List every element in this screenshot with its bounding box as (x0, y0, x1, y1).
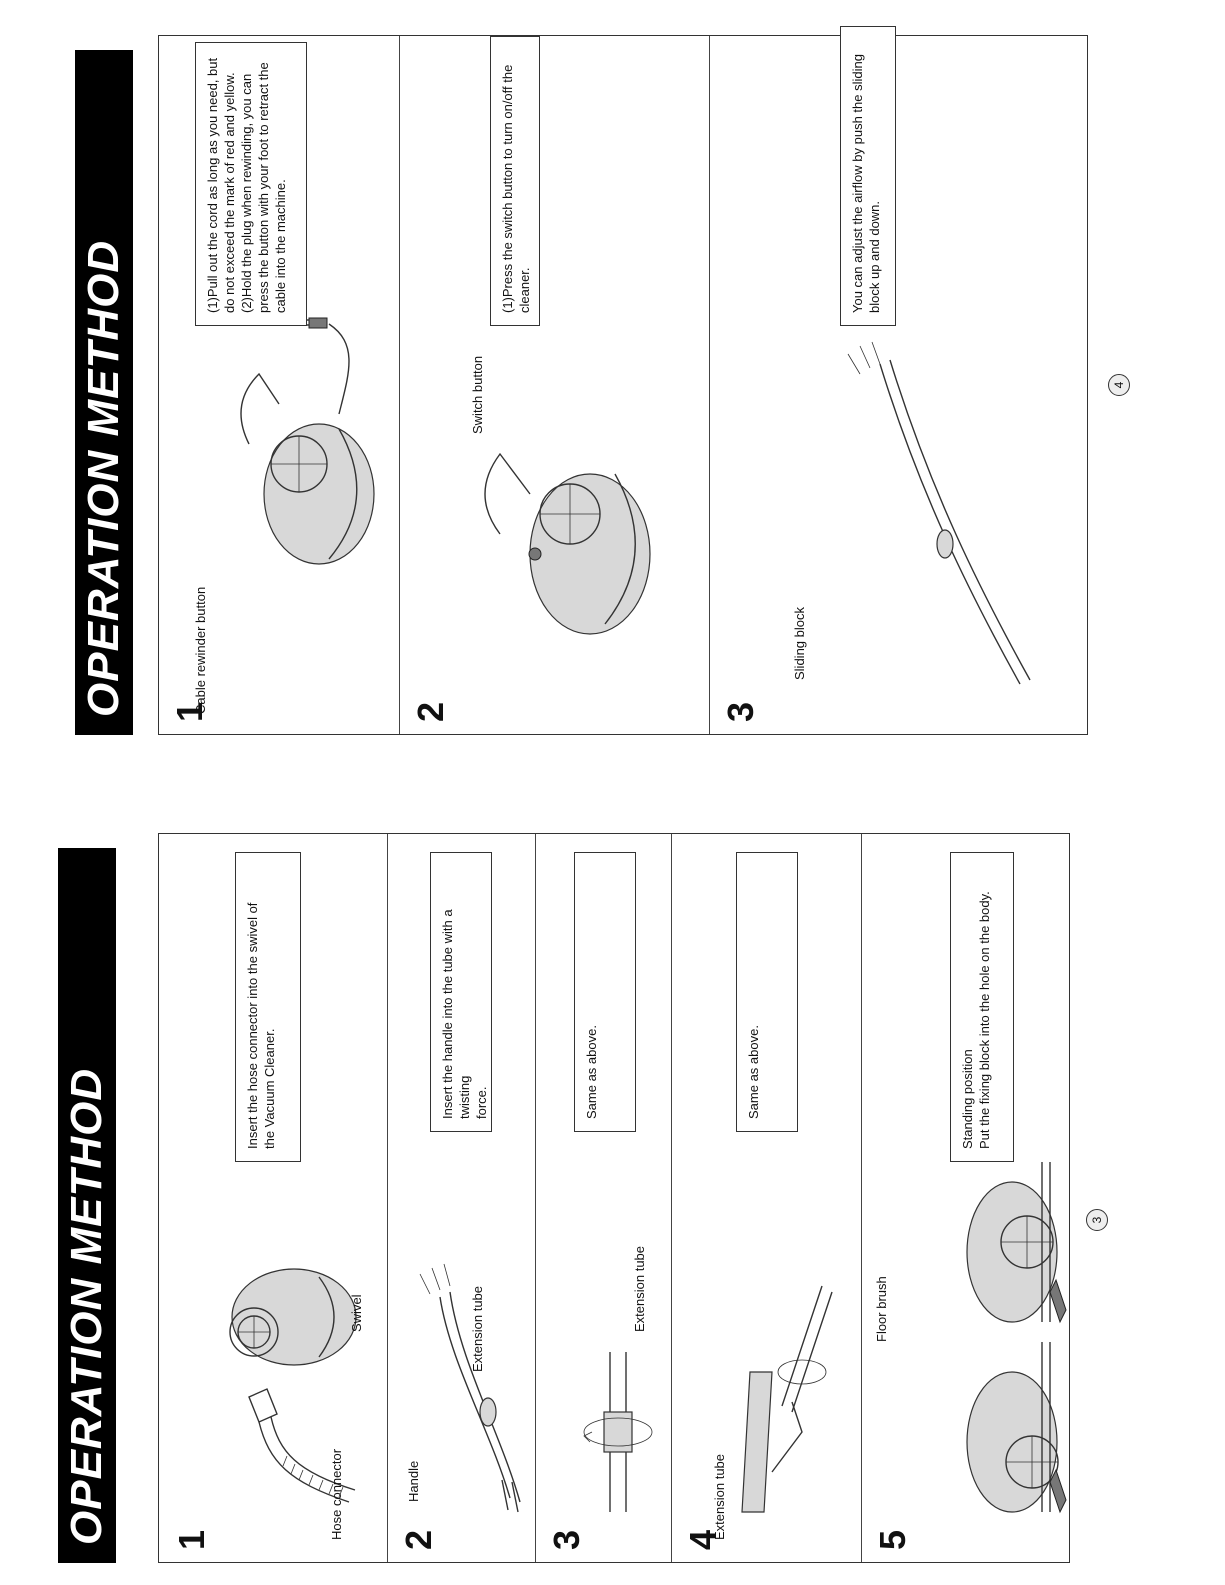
left-step-1 (159, 834, 387, 1562)
note-line: cable into the machine. (273, 179, 288, 313)
plug-icon (301, 318, 349, 414)
left-page-title (58, 848, 116, 1563)
left-page-title-text: OPERATION METHOD (62, 1067, 111, 1545)
note-line: (1)Pull out the cord as long as you need, but (205, 57, 220, 313)
floor-brush-connect-illustration (712, 1272, 852, 1532)
sliding-block-icon (937, 530, 953, 558)
vacuum-cleaner-icon (230, 1269, 356, 1365)
note-line: Insert the handle into the tube with a twisting (440, 909, 472, 1119)
step-note (840, 26, 896, 326)
note-line: (1)Press the switch button to turn on/off the (500, 64, 515, 313)
step-note (490, 36, 540, 326)
right-steps-panel (158, 35, 1088, 735)
foot-icon (485, 454, 530, 534)
floor-brush-icon (742, 1372, 802, 1512)
floor-brush-icon (1050, 1470, 1066, 1512)
right-page-number-text: 4 (1112, 381, 1126, 389)
sliding-block-illustration (820, 334, 1050, 694)
note-line: Same as above. (584, 1025, 599, 1119)
step-number: 1 (171, 1529, 212, 1550)
step-number: 3 (546, 1529, 587, 1550)
extension-tube-label: Extension tube (632, 1245, 647, 1332)
right-step-3 (709, 36, 1090, 734)
note-line: Put the fixing block into the hole on the body. (977, 891, 992, 1149)
floor-brush-label: Floor brush (874, 1276, 889, 1342)
left-page-number (1086, 1209, 1108, 1231)
step-note (574, 852, 636, 1132)
note-line: block up and down. (867, 200, 882, 313)
handle-icon (848, 342, 1030, 684)
cable-rewind-illustration (209, 294, 389, 614)
left-step-4 (671, 834, 862, 1562)
vacuum-cleaner-icon (529, 474, 650, 634)
left-step-5 (861, 834, 1072, 1562)
right-step-1 (159, 36, 399, 734)
extension-tube-icon (584, 1352, 652, 1512)
vacuum-cleaner-icon (264, 424, 374, 564)
hose-connector-label: Hose connector (329, 1448, 344, 1540)
step-number: 3 (720, 701, 761, 722)
switch-button-icon (529, 548, 541, 560)
note-line: do not exceed the mark of red and yellow. (222, 72, 237, 313)
sliding-block-label: Sliding block (792, 607, 807, 680)
extension-tube-icon (778, 1286, 832, 1412)
step-number: 4 (682, 1529, 723, 1550)
note-line: cleaner. (517, 267, 532, 313)
foot-icon (241, 374, 279, 444)
left-page-number-text: 3 (1090, 1216, 1104, 1224)
step-note (235, 852, 301, 1162)
left-step-2 (387, 834, 536, 1562)
handle-label: Handle (406, 1460, 421, 1502)
step-number: 5 (872, 1529, 913, 1550)
step-number: 2 (410, 701, 451, 722)
step-note (736, 852, 798, 1132)
note-line: the Vacuum Cleaner. (262, 1028, 277, 1149)
step-number: 1 (169, 701, 210, 722)
right-step-2 (399, 36, 710, 734)
step-note (430, 852, 492, 1132)
note-line: Standing position (960, 1049, 975, 1149)
step-note (195, 42, 307, 326)
note-line: (2)Hold the plug when rewinding, you can (239, 73, 254, 313)
right-page-number (1108, 374, 1130, 396)
note-line: Insert the hose connector into the swivel of (245, 902, 260, 1149)
tube-joint-illustration (550, 1322, 660, 1522)
right-page-title (75, 50, 133, 735)
swivel-label: Swivel (349, 1294, 364, 1332)
vacuum-cleaner-icon (967, 1342, 1058, 1512)
note-line: You can adjust the airflow by push the sliding (850, 54, 865, 313)
vacuum-cleaner-icon (967, 1162, 1057, 1322)
left-step-3 (535, 834, 672, 1562)
step-note (950, 852, 1014, 1162)
cable-rewinder-button-label: Cable rewinder button (193, 586, 208, 714)
standing-position-illustration (882, 1142, 1067, 1542)
floor-brush-icon (1050, 1280, 1066, 1322)
note-line: force. (474, 1086, 489, 1119)
extension-tube-label: Extension tube (470, 1285, 485, 1372)
note-line: press the button with your foot to retract the (256, 62, 271, 313)
left-steps-panel (158, 833, 1070, 1563)
hose-to-vacuum-illustration (199, 1242, 379, 1542)
step-number: 2 (398, 1529, 439, 1550)
hose-connector-icon (249, 1389, 277, 1422)
note-line: Same as above. (746, 1025, 761, 1119)
right-page-title-text: OPERATION METHOD (79, 239, 128, 717)
extension-tube-label: Extension tube (712, 1453, 727, 1540)
switch-button-label: Switch button (470, 355, 485, 434)
